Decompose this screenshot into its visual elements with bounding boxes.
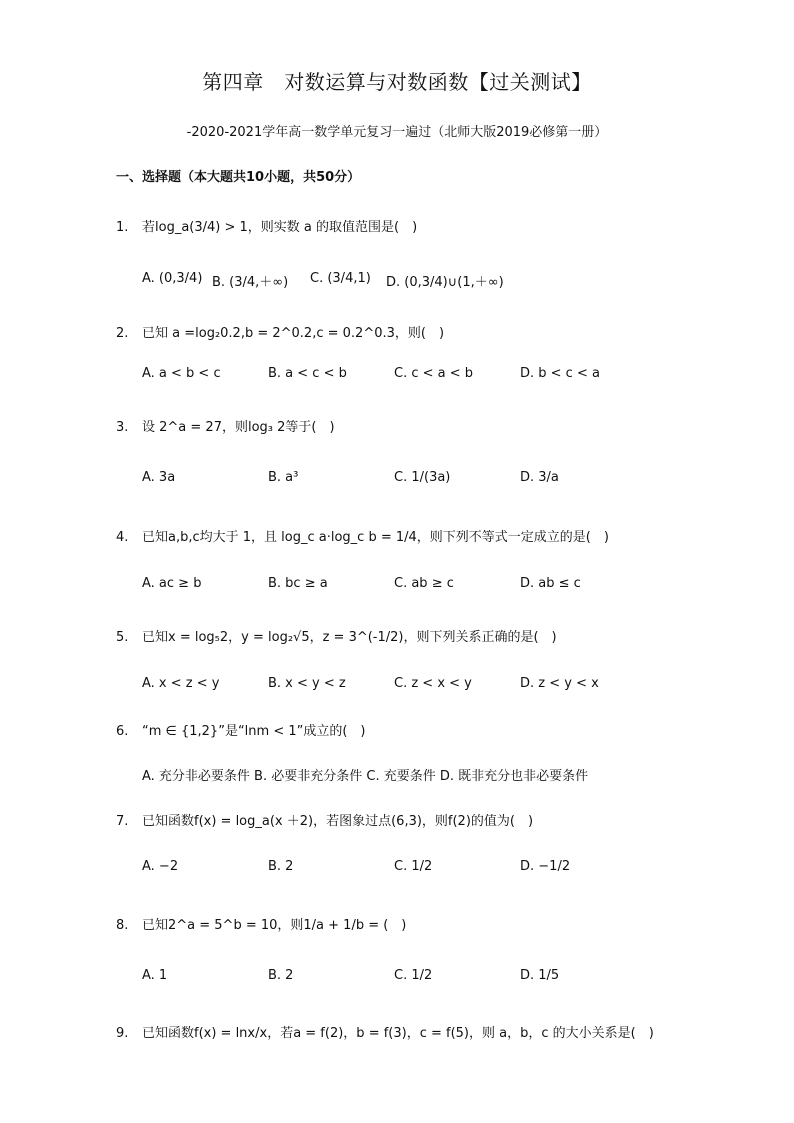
option-a[interactable]: A. a < b < c xyxy=(142,366,221,381)
question-text: “m ∈ {1,2}”是“lnm < 1”成立的( ) xyxy=(142,724,366,739)
question-number: 4. xyxy=(116,530,129,545)
question-2 xyxy=(116,322,736,341)
question-4 xyxy=(116,526,736,545)
option-c[interactable]: C. 1/(3a) xyxy=(394,470,451,485)
option-c[interactable]: C. 1/2 xyxy=(394,859,433,874)
option-d[interactable]: D. b < c < a xyxy=(520,366,600,381)
question-1 xyxy=(116,216,736,235)
question-number: 6. xyxy=(116,724,129,739)
question-3 xyxy=(116,416,736,435)
option-c[interactable]: C. c < a < b xyxy=(394,366,474,381)
option-a[interactable]: A. 1 xyxy=(142,968,168,983)
option-c[interactable]: C. ab ≥ c xyxy=(394,576,454,591)
option-d[interactable]: D. 1/5 xyxy=(520,968,560,983)
option-d[interactable]: D. z < y < x xyxy=(520,676,599,691)
question-6 xyxy=(116,720,736,739)
option-d[interactable]: D. −1/2 xyxy=(520,859,571,874)
question-2-options xyxy=(142,366,662,394)
question-number: 8. xyxy=(116,918,129,933)
question-5-options xyxy=(142,676,662,704)
option-b[interactable]: B. a < c < b xyxy=(268,366,347,381)
question-9 xyxy=(116,1022,736,1041)
option-a[interactable]: A. ac ≥ b xyxy=(142,576,202,591)
question-number: 3. xyxy=(116,420,129,435)
question-1-options xyxy=(142,271,662,299)
question-number: 1. xyxy=(116,220,129,235)
question-4-options xyxy=(142,576,662,604)
question-number: 2. xyxy=(116,326,129,341)
question-6-options xyxy=(142,765,662,793)
option-b[interactable]: B. x < y < z xyxy=(268,676,346,691)
option-a[interactable]: A. x < z < y xyxy=(142,676,220,691)
question-text: 已知 a =log₂0.2,b = 2^0.2,c = 0.2^0.3，则( ) xyxy=(142,326,445,341)
option-d[interactable]: D. 3/a xyxy=(520,470,559,485)
option-a[interactable]: A. 3a xyxy=(142,470,176,485)
question-8 xyxy=(116,914,736,933)
option-b[interactable]: B. (3/4,＋∞) xyxy=(212,275,289,290)
option-a[interactable]: A. (0,3/4) xyxy=(142,271,203,286)
section-heading: 一、选择题（本大题共10小题，共50分） xyxy=(116,170,361,185)
page-subtitle: -2020-2021学年高一数学单元复习一遍过（北师大版2019必修第一册） xyxy=(186,125,608,140)
question-text: 已知x = log₅2，y = log₂√5，z = 3^(-1/2)，则下列关系正确的是( ) xyxy=(142,630,557,645)
option-b[interactable]: B. bc ≥ a xyxy=(268,576,328,591)
question-number: 7. xyxy=(116,814,129,829)
option-c[interactable]: C. z < x < y xyxy=(394,676,472,691)
question-8-options xyxy=(142,968,662,996)
options-line[interactable]: A. 充分非必要条件 B. 必要非充分条件 C. 充要条件 D. 既非充分也非必要条件 xyxy=(142,769,589,784)
question-5 xyxy=(116,626,736,645)
question-number: 5. xyxy=(116,630,129,645)
option-d[interactable]: D. (0,3/4)∪(1,＋∞) xyxy=(386,275,504,290)
question-text: 已知函数f(x) = lnx/x，若a = f(2)，b = f(3)，c = f(5)，则 a，b，c 的大小关系是( ) xyxy=(142,1026,654,1041)
option-b[interactable]: B. 2 xyxy=(268,968,294,983)
question-text: 设 2^a = 27，则log₃ 2等于( ) xyxy=(142,420,335,435)
page-title: 第四章 对数运算与对数函数【过关测试】 xyxy=(202,70,592,94)
option-b[interactable]: B. a³ xyxy=(268,470,299,485)
question-number: 9. xyxy=(116,1026,129,1041)
question-text: 已知函数f(x) = log_a(x ＋2)，若图象过点(6,3)，则f(2)的值为( ) xyxy=(142,814,534,829)
option-c[interactable]: C. (3/4,1) xyxy=(310,271,371,286)
option-a[interactable]: A. −2 xyxy=(142,859,179,874)
question-text: 若log_a(3/4) > 1，则实数 a 的取值范围是( ) xyxy=(142,220,418,235)
question-text: 已知2^a = 5^b = 10，则1/a + 1/b = ( ) xyxy=(142,918,407,933)
option-d[interactable]: D. ab ≤ c xyxy=(520,576,581,591)
question-text: 已知a,b,c均大于 1，且 log_c a·log_c b = 1/4，则下列不等式一定成立的是( ) xyxy=(142,530,609,545)
question-3-options xyxy=(142,470,662,498)
question-7-options xyxy=(142,859,662,887)
question-7 xyxy=(116,810,736,829)
option-c[interactable]: C. 1/2 xyxy=(394,968,433,983)
option-b[interactable]: B. 2 xyxy=(268,859,294,874)
